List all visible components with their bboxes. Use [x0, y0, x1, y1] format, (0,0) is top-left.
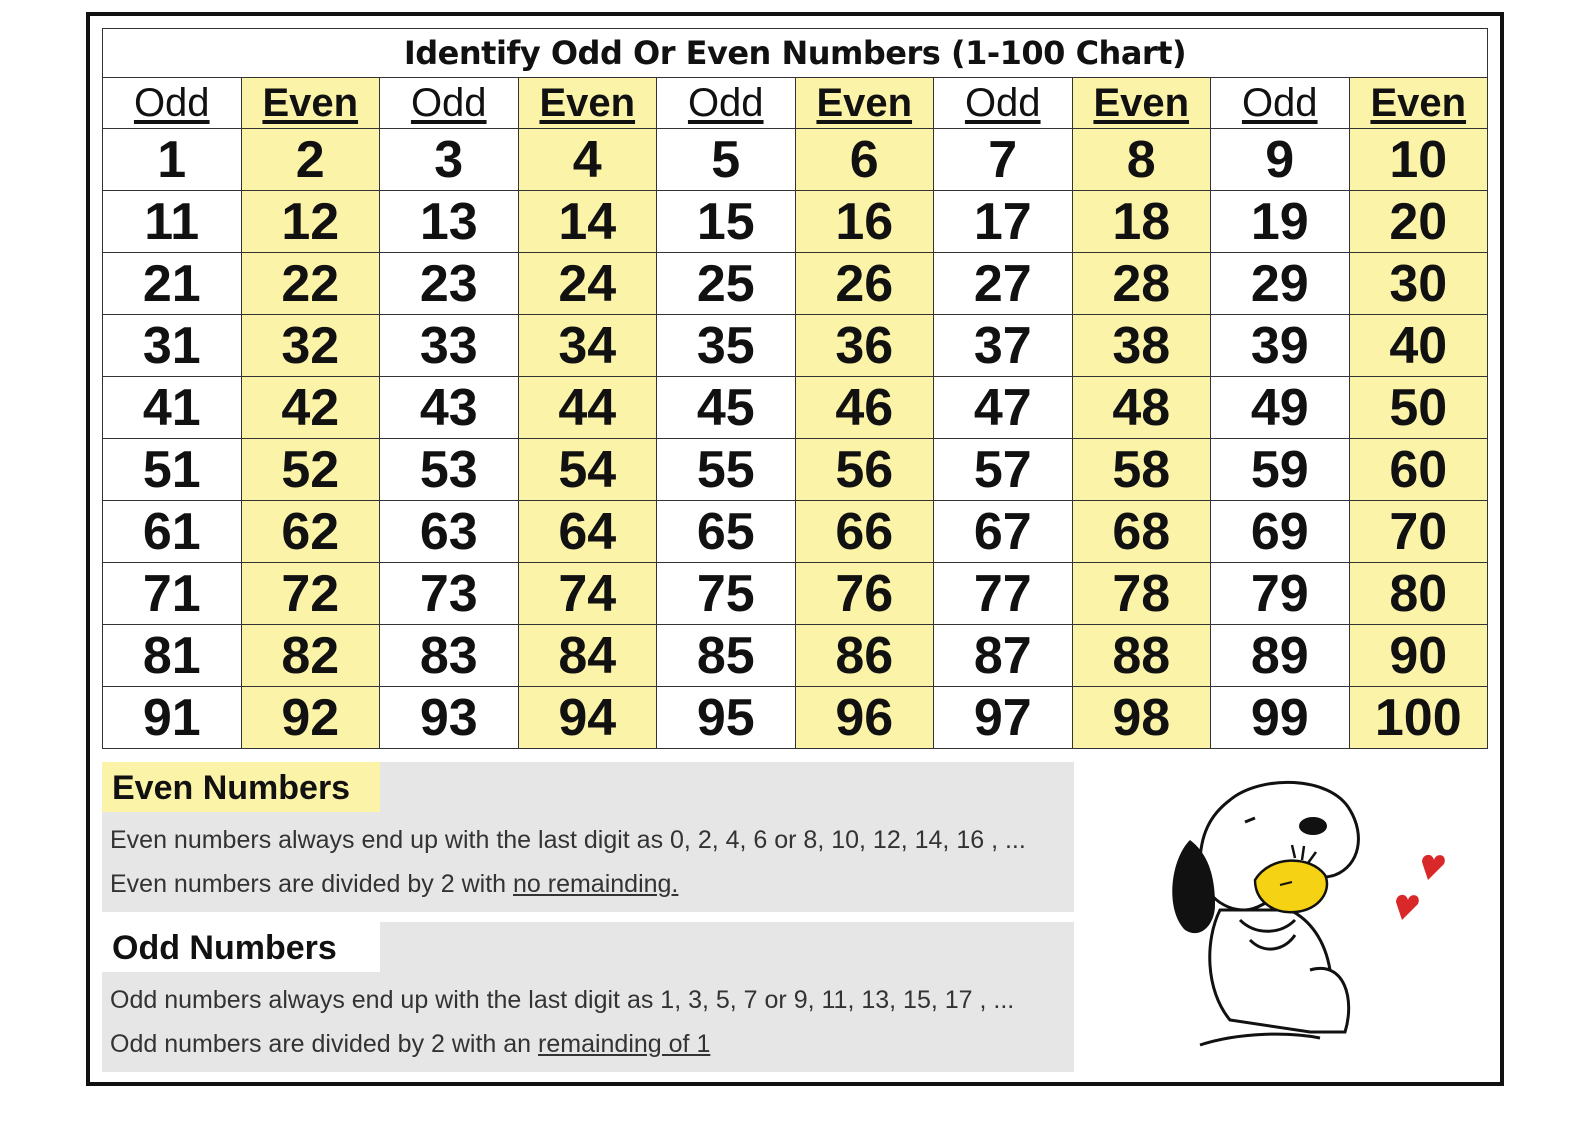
number-row: [103, 129, 1488, 191]
number-row: [103, 563, 1488, 625]
number-row: [103, 191, 1488, 253]
number-cell: 83: [380, 625, 519, 687]
number-cell: 34: [518, 315, 657, 377]
number-cell: 2: [241, 129, 380, 191]
number-cell: 82: [241, 625, 380, 687]
number-cell: 42: [241, 377, 380, 439]
number-cell: 40: [1349, 315, 1488, 377]
number-grid: [103, 129, 1488, 749]
number-cell: 100: [1349, 687, 1488, 749]
even-numbers-section: [102, 762, 1074, 912]
column-header: Even: [1072, 78, 1211, 129]
number-cell: 99: [1211, 687, 1350, 749]
number-cell: 9: [1211, 129, 1350, 191]
number-cell: 93: [380, 687, 519, 749]
column-header: Odd: [1211, 78, 1350, 129]
snoopy-hugging-woodstock-icon: [1160, 770, 1450, 1060]
odd-even-chart: [102, 28, 1488, 749]
number-cell: 70: [1349, 501, 1488, 563]
number-cell: 8: [1072, 129, 1211, 191]
odd-rule-division: [110, 1030, 710, 1059]
number-cell: 81: [103, 625, 242, 687]
number-cell: 90: [1349, 625, 1488, 687]
number-cell: 28: [1072, 253, 1211, 315]
number-cell: 23: [380, 253, 519, 315]
number-cell: 80: [1349, 563, 1488, 625]
number-row: [103, 625, 1488, 687]
number-cell: 54: [518, 439, 657, 501]
number-cell: 65: [657, 501, 796, 563]
number-cell: 67: [934, 501, 1073, 563]
number-cell: 66: [795, 501, 934, 563]
number-cell: 1: [103, 129, 242, 191]
number-cell: 38: [1072, 315, 1211, 377]
number-cell: 98: [1072, 687, 1211, 749]
number-cell: 14: [518, 191, 657, 253]
number-cell: 79: [1211, 563, 1350, 625]
number-cell: 88: [1072, 625, 1211, 687]
number-cell: 97: [934, 687, 1073, 749]
number-cell: 63: [380, 501, 519, 563]
number-cell: 91: [103, 687, 242, 749]
number-cell: 37: [934, 315, 1073, 377]
number-row: [103, 687, 1488, 749]
number-cell: 89: [1211, 625, 1350, 687]
number-cell: 15: [657, 191, 796, 253]
number-cell: 78: [1072, 563, 1211, 625]
number-cell: 50: [1349, 377, 1488, 439]
number-cell: 72: [241, 563, 380, 625]
number-cell: 11: [103, 191, 242, 253]
even-rule-division-text: Even numbers are divided by 2 with: [110, 870, 513, 898]
number-cell: 43: [380, 377, 519, 439]
number-cell: 30: [1349, 253, 1488, 315]
chart-title: Identify Odd Or Even Numbers (1-100 Chart): [103, 29, 1488, 78]
number-cell: 44: [518, 377, 657, 439]
column-header: Even: [518, 78, 657, 129]
number-row: [103, 501, 1488, 563]
number-cell: 45: [657, 377, 796, 439]
number-cell: 64: [518, 501, 657, 563]
number-cell: 74: [518, 563, 657, 625]
number-cell: 47: [934, 377, 1073, 439]
number-cell: 31: [103, 315, 242, 377]
number-cell: 32: [241, 315, 380, 377]
number-cell: 96: [795, 687, 934, 749]
number-cell: 26: [795, 253, 934, 315]
number-cell: 39: [1211, 315, 1350, 377]
even-rule-division: [110, 870, 678, 899]
column-header: Even: [1349, 78, 1488, 129]
odd-rule-division-underlined: remainding of 1: [538, 1030, 711, 1058]
number-cell: 69: [1211, 501, 1350, 563]
number-cell: 27: [934, 253, 1073, 315]
even-rule-digits: Even numbers always end up with the last digit as 0, 2, 4, 6 or 8, 10, 12, 14, 16 , ...: [110, 826, 1026, 854]
number-cell: 41: [103, 377, 242, 439]
number-cell: 61: [103, 501, 242, 563]
number-cell: 3: [380, 129, 519, 191]
number-cell: 24: [518, 253, 657, 315]
number-cell: 29: [1211, 253, 1350, 315]
number-cell: 33: [380, 315, 519, 377]
number-cell: 51: [103, 439, 242, 501]
number-cell: 6: [795, 129, 934, 191]
column-header: Even: [795, 78, 934, 129]
number-cell: 77: [934, 563, 1073, 625]
number-cell: 21: [103, 253, 242, 315]
number-cell: 52: [241, 439, 380, 501]
odd-rule-digits: Odd numbers always end up with the last digit as 1, 3, 5, 7 or 9, 11, 13, 15, 17 , ...: [110, 986, 1015, 1014]
number-cell: 60: [1349, 439, 1488, 501]
number-cell: 4: [518, 129, 657, 191]
number-cell: 68: [1072, 501, 1211, 563]
number-cell: 95: [657, 687, 796, 749]
number-cell: 25: [657, 253, 796, 315]
number-cell: 36: [795, 315, 934, 377]
number-cell: 5: [657, 129, 796, 191]
number-cell: 94: [518, 687, 657, 749]
number-cell: 55: [657, 439, 796, 501]
number-cell: 92: [241, 687, 380, 749]
number-cell: 16: [795, 191, 934, 253]
number-cell: 59: [1211, 439, 1350, 501]
number-cell: 75: [657, 563, 796, 625]
even-rule-division-underlined: no remainding.: [513, 870, 679, 898]
number-cell: 56: [795, 439, 934, 501]
number-cell: 84: [518, 625, 657, 687]
header-row: [103, 78, 1488, 129]
number-cell: 19: [1211, 191, 1350, 253]
column-header: Odd: [380, 78, 519, 129]
number-cell: 20: [1349, 191, 1488, 253]
column-header: Odd: [657, 78, 796, 129]
number-cell: 17: [934, 191, 1073, 253]
number-row: [103, 315, 1488, 377]
number-cell: 76: [795, 563, 934, 625]
number-cell: 73: [380, 563, 519, 625]
column-header: Even: [241, 78, 380, 129]
number-cell: 87: [934, 625, 1073, 687]
number-cell: 12: [241, 191, 380, 253]
number-cell: 53: [380, 439, 519, 501]
number-cell: 10: [1349, 129, 1488, 191]
column-header: Odd: [103, 78, 242, 129]
number-cell: 71: [103, 563, 242, 625]
number-row: [103, 439, 1488, 501]
number-cell: 57: [934, 439, 1073, 501]
even-numbers-heading: Even Numbers: [102, 762, 380, 812]
number-row: [103, 253, 1488, 315]
number-cell: 49: [1211, 377, 1350, 439]
number-cell: 7: [934, 129, 1073, 191]
number-cell: 58: [1072, 439, 1211, 501]
odd-rule-division-text: Odd numbers are divided by 2 with an: [110, 1030, 539, 1058]
number-cell: 62: [241, 501, 380, 563]
number-cell: 13: [380, 191, 519, 253]
number-cell: 86: [795, 625, 934, 687]
number-cell: 22: [241, 253, 380, 315]
odd-numbers-section: [102, 922, 1074, 1072]
column-header: Odd: [934, 78, 1073, 129]
number-cell: 35: [657, 315, 796, 377]
number-row: [103, 377, 1488, 439]
odd-numbers-heading: Odd Numbers: [102, 922, 380, 972]
number-cell: 48: [1072, 377, 1211, 439]
number-cell: 18: [1072, 191, 1211, 253]
number-cell: 85: [657, 625, 796, 687]
number-cell: 46: [795, 377, 934, 439]
